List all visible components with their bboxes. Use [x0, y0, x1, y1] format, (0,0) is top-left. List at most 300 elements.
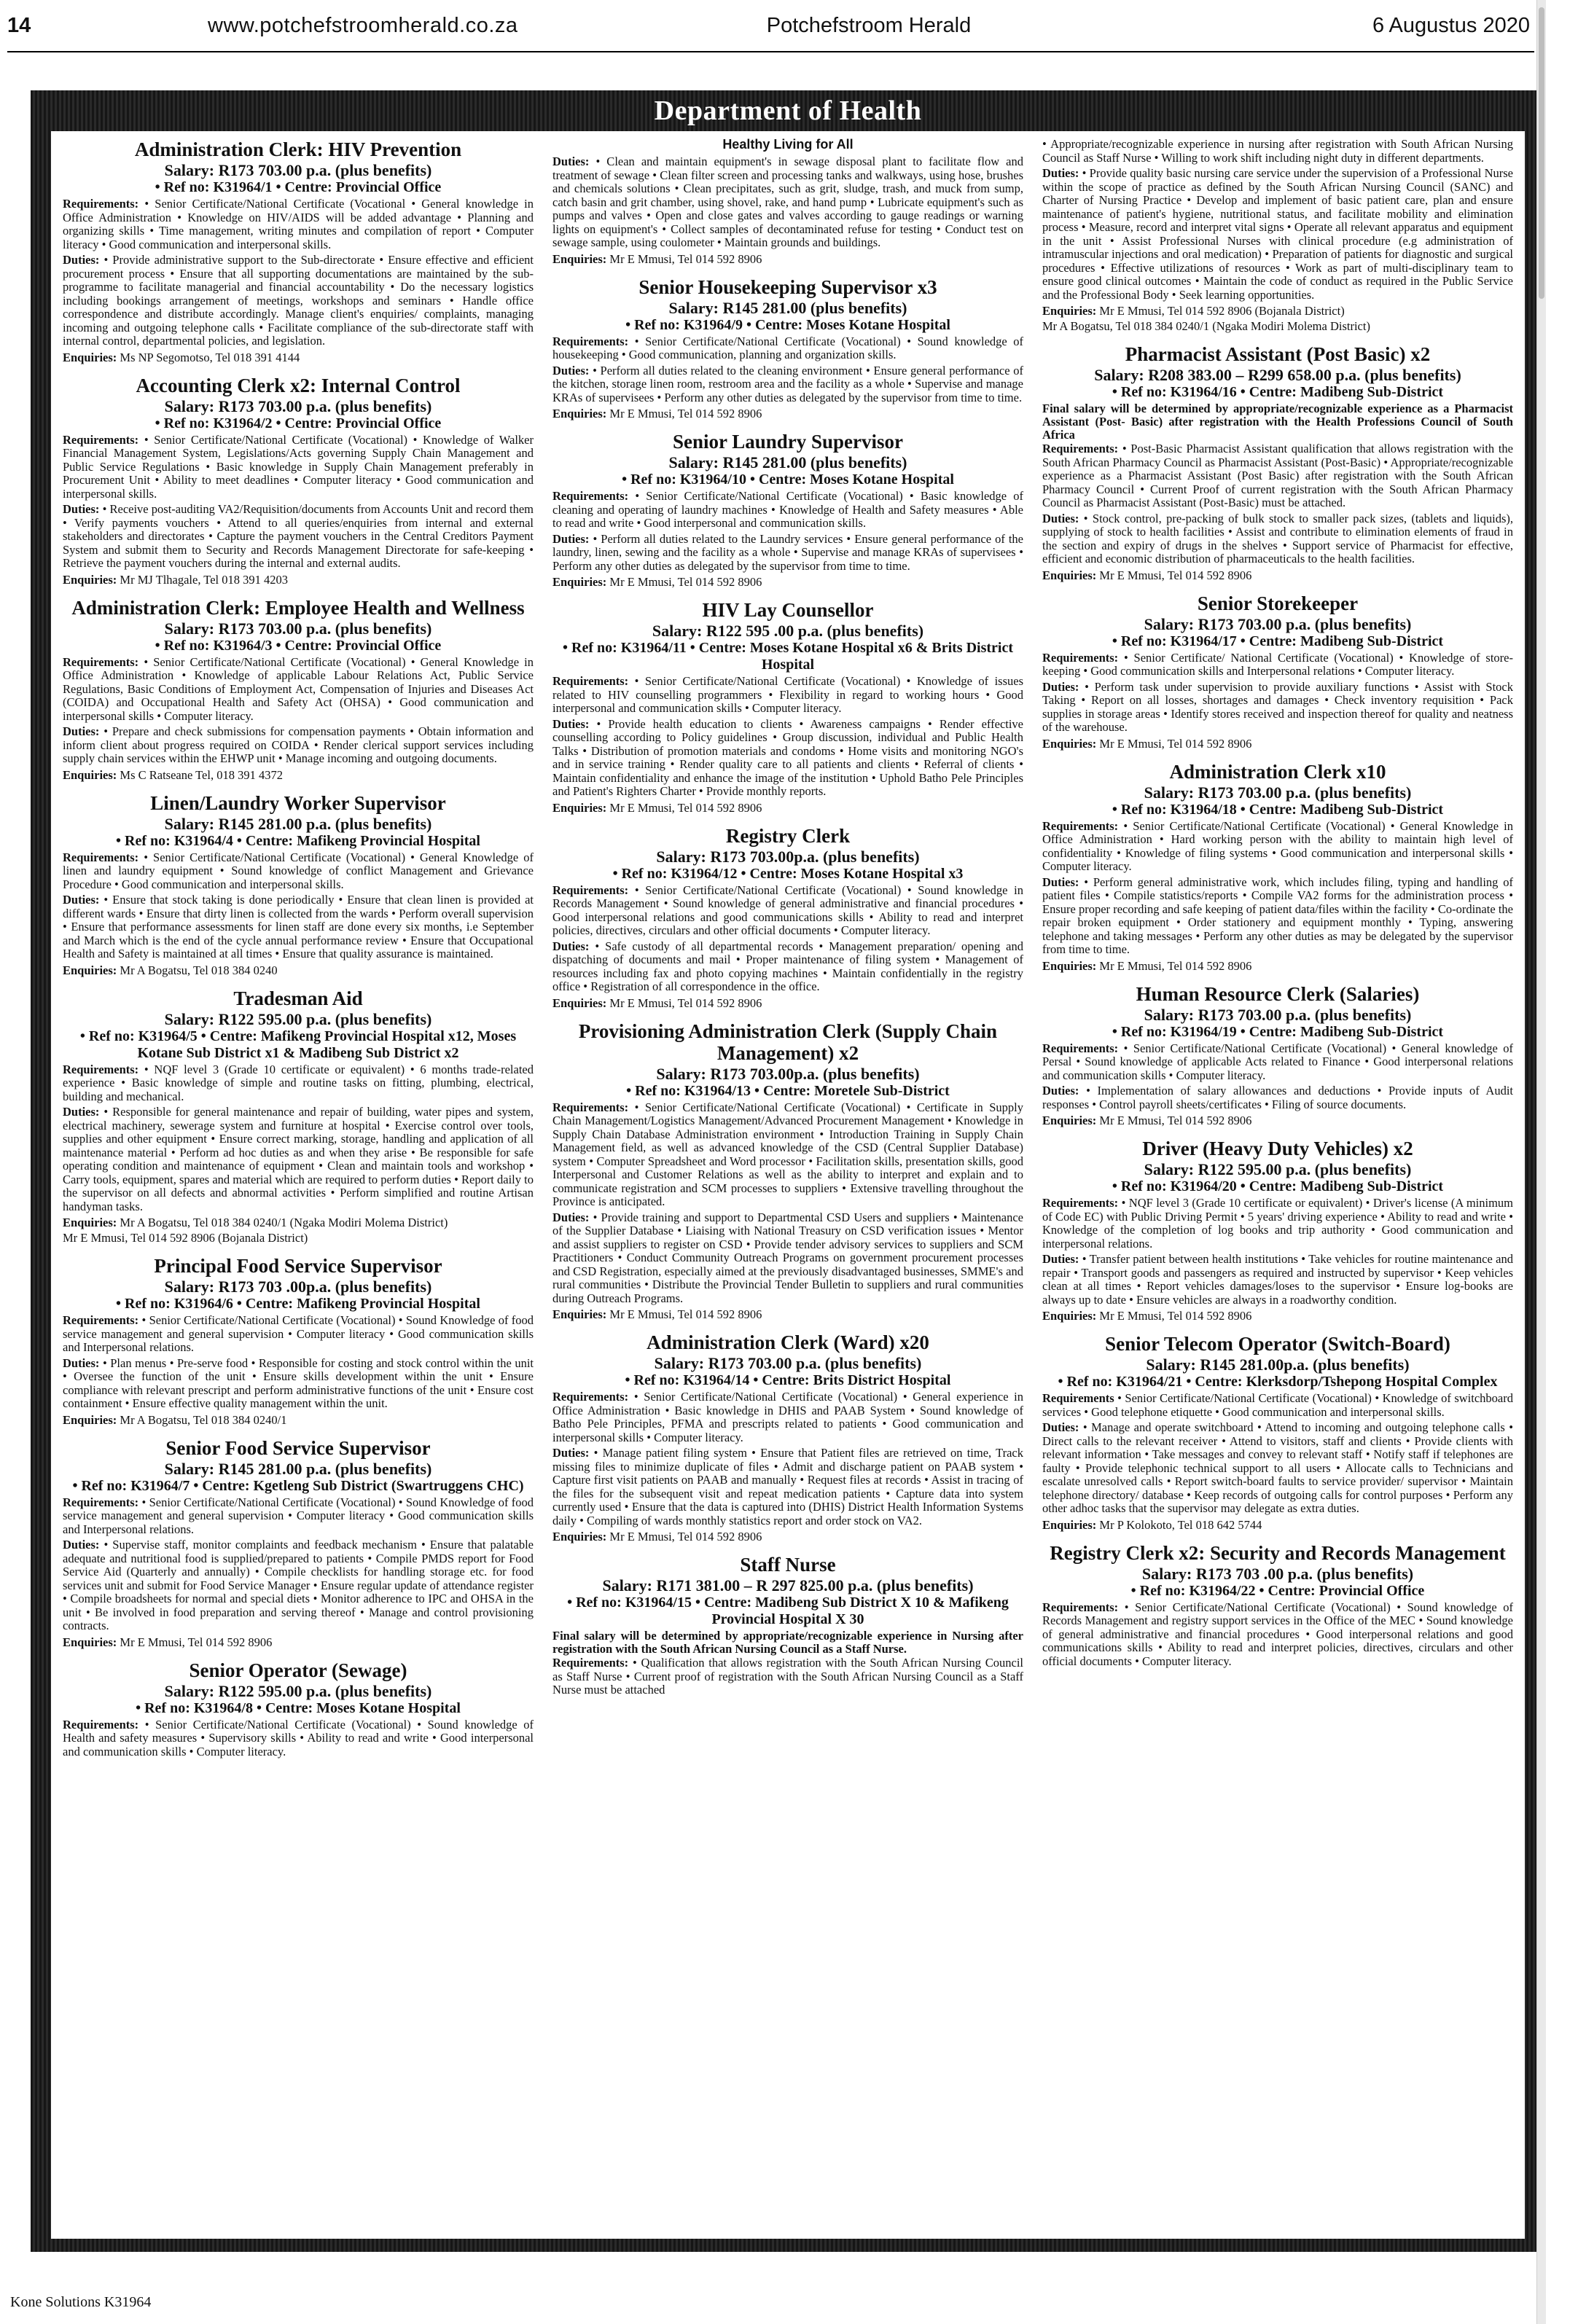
paragraph-text: • Perform general administrative work, which includes filing, typing and handling of patient files • Compile statistics/reports • Compile VA2 forms for the administration process • Ensure proper recording and safe keeping of patient data/files within the facility • Co-ordinate the repair broken equipment • Order stationery and equipment monthly • Typing, answering telephone and taking messages • Perform any other duties as may be delegated by the supervisor from time to time. [1042, 875, 1513, 956]
job-salary: Salary: R173 703.00p.a. (plus benefits) [656, 847, 920, 866]
enquiries-line [552, 407, 1023, 420]
job-paragraph [63, 851, 534, 892]
paragraph-text: • Senior Certificate/National Certificate (Vocational) • General knowledge of Persal • Sound knowledge of applicable Acts related to Finance • Good interpersonal relations and communication skills • Computer literacy. [1042, 1041, 1513, 1082]
job-listing-continued [1042, 138, 1513, 333]
paragraph-label: Requirements: [63, 432, 139, 447]
enquiries-label: Enquiries: [1042, 958, 1097, 973]
job-paragraph [552, 1101, 1023, 1209]
job-listing [63, 138, 534, 364]
job-listing [552, 276, 1023, 421]
job-paragraph [63, 656, 534, 724]
enquiries-contact: Mr E Mmusi, Tel 014 592 8906 [609, 995, 762, 1010]
paragraph-label: Duties: [63, 1538, 100, 1552]
enquiries-label: Enquiries: [63, 1216, 117, 1229]
job-title: Senior Storekeeper [1197, 592, 1359, 614]
paragraph-text: • Stock control, pre-packing of bulk stock to smaller pack sizes, (tablets and liquids), supplying of stock to health facilities • Assist and contribute to elimination elements of fraud in the section and expiry of drugs in the shelves • Support service of Pharmacist for effective, efficient and economic distribution of pharmaceuticals to the health facilities. [1042, 511, 1513, 566]
paragraph-label: Duties: [552, 363, 590, 377]
enquiries-contact: Ms NP Segomotso, Tel 018 391 4144 [120, 350, 300, 364]
issue-date: 6 Augustus 2020 [1372, 13, 1531, 37]
paragraph-label: Requirements: [552, 1656, 629, 1670]
job-salary: Salary: R173 703.00 p.a. (plus benefits) [1144, 783, 1412, 802]
enquiries-line [63, 1635, 534, 1649]
job-reference: • Ref no: K31964/13 • Centre: Moretele Sub-District [626, 1082, 950, 1099]
job-title: Registry Clerk x2: Security and Records Management [1050, 1541, 1506, 1564]
enquiries-line [552, 252, 1023, 266]
job-paragraph [1042, 820, 1513, 874]
job-salary: Salary: R173 703.00 p.a. (plus benefits) [164, 161, 432, 179]
newspaper-name: Potchefstroom Herald [766, 13, 972, 37]
job-salary: Salary: R122 595.00 p.a. (plus benefits) [164, 1681, 432, 1700]
enquiries-contact: Mr MJ Tlhagale, Tel 018 391 4203 [120, 572, 288, 587]
paragraph-label: Duties: [63, 724, 100, 738]
enquiries-label: Enquiries: [552, 407, 607, 420]
enquiries-label: Enquiries: [63, 963, 117, 977]
job-reference: • Ref no: K31964/15 • Centre: Madibeng Sub District X 10 & Mafikeng Provincial Hospital X 30 [567, 1595, 1009, 1627]
job-paragraph [1042, 876, 1513, 957]
paragraph-text: • Safe custody of all departmental records • Management preparation/ opening and dispatching of documents and mail • Proper maintenance of filing system • Management of resources including fax and photo copying machines • Maintain confidentially in the registry office • Registration of all correspondence in the office. [552, 939, 1023, 993]
paragraph-label: Requirements: [552, 883, 629, 897]
job-title: Administration Clerk (Ward) x20 [647, 1331, 929, 1353]
paragraph-text: • Implementation of salary allowances and deductions • Provide inputs of Audit responses • Control payroll sheets/certificates • Filing of source documents. [1042, 1084, 1513, 1111]
paragraph-text: • Senior Certificate/National Certificate (Vocational) • Sound knowledge of housekeeping • Good communication, planning and organization skills. [552, 334, 1023, 361]
enquiries-label: Enquiries: [63, 572, 117, 587]
job-paragraph [552, 940, 1023, 994]
enquiries-line [1042, 1114, 1513, 1127]
job-paragraph [552, 533, 1023, 574]
job-paragraph [1042, 1197, 1513, 1251]
enquiries-line [552, 1307, 1023, 1321]
enquiries-line [1042, 959, 1513, 973]
department-banner: Department of Health [654, 95, 922, 126]
enquiries-label: Enquiries: [1042, 736, 1097, 751]
job-title: HIV Lay Counsellor [702, 599, 874, 621]
paragraph-label: Duties: [63, 253, 100, 267]
paragraph-text: • Provide training and support to Departmental CSD Users and suppliers • Maintenance of the Supplier Database • Liaising with National Treasury on CSD verification issues • Mentor and assist suppliers to register on CSD • Provide tender advisory services to suppliers and SCM Practitioners • Conduct Community Outreach Programs on government procurement processes and CSD Registration, especially aimed at the previously disadvantaged businesses, SMME's and rural communities • Distribute the Provincial Tender Bulletin to suppliers and rural communities during Outreach Programs. [552, 1210, 1023, 1305]
enquiries-line [552, 801, 1023, 815]
masthead [7, 0, 1534, 52]
job-reference: • Ref no: K31964/11 • Centre: Moses Kotane Hospital x6 & Brits District Hospital [563, 640, 1013, 673]
paragraph-label: Requirements: [552, 334, 629, 348]
paragraph-label: Duties: [1042, 1420, 1079, 1434]
job-paragraph [63, 1106, 534, 1213]
job-reference: • Ref no: K31964/8 • Centre: Moses Kotane Hospital [136, 1699, 461, 1716]
paragraph-text: • Senior Certificate/National Certificate (Vocational) • Sound Knowledge of food service management and general supervision • Computer literacy • Good communication skills and Interpersonal relations. [63, 1495, 534, 1536]
job-listing [63, 375, 534, 587]
paragraph-label: Duties: [63, 1355, 100, 1370]
paragraph-text: • Senior Certificate/National Certificate (Vocational) • Sound knowledge of Health and safety measures • Supervisory skills • Ability to read and write • Good interpersonal and communication skills • Computer literacy. [63, 1717, 534, 1758]
paragraph-text: • Ensure that stock taking is done periodically • Ensure that clean linen is provided at different wards • Ensure that dirty linen is collected from the wards • Perform overall supervision • Ensure that performance assessments for linen staff are done every six months, i.e September and March which is the end of the cycle annual performance review • Ensure that Occupational Health and Safety is maintained at all times • Ensure that quality assurance is maintained. [63, 893, 534, 960]
enquiries-line [1042, 304, 1513, 318]
job-salary: Salary: R173 703.00 p.a. (plus benefits) [1144, 614, 1412, 633]
job-salary: Salary: R122 595.00 p.a. (plus benefits) [164, 1009, 432, 1028]
enquiries-line [63, 573, 534, 587]
paragraph-text: • Provide health education to clients • Awareness campaigns • Render effective counselling according to Policy guidelines • Group discussion, individual and Public Health Talks • Distribution of promotion materials and condoms • Home visits and monitoring NGO's and in service training • Render quality care to all patients and clients • Referral of clients • Maintain confidentiality and enhance the image of the institution • Uphold Batho Pele Principles and Patient's Righters Charter • Provide monthly reports. [552, 716, 1023, 798]
job-paragraph [1042, 138, 1513, 165]
job-paragraph [552, 490, 1023, 531]
job-paragraph [552, 718, 1023, 799]
job-reference: • Ref no: K31964/20 • Centre: Madibeng Sub-District [1112, 1178, 1444, 1194]
paragraph-label: Duties: [552, 531, 590, 546]
enquiries-line [63, 768, 534, 782]
job-title: Registry Clerk [725, 824, 851, 847]
job-reference: • Ref no: K31964/7 • Centre: Kgetleng Sub District (Swartruggens CHC) [72, 1477, 524, 1494]
job-reference: • Ref no: K31964/18 • Centre: Madibeng Sub-District [1112, 801, 1444, 818]
job-paragraph [1042, 1042, 1513, 1083]
enquiries-label: Enquiries: [552, 251, 607, 266]
paragraph-text: • Senior Certificate/National Certificate (Vocational) • Sound Knowledge of food service management and general supervision • Computer literacy • Good communication skills and Interpersonal relations. [63, 1313, 534, 1354]
job-paragraph [63, 1496, 534, 1537]
paragraph-text: • Provide administrative support to the Sub-directorate • Ensure effective and efficient procurement process • Ensure that all supporting documentations are maintained by the sub-programme to facilitate managerial and financial accountability • Do the necessary logistics including bookings arrangement of meetings, workshops and seminars • Handle office correspondence and distribute accordingly. Manage client's enquiries/ complaints, managing incoming and outgoing telephone calls • Facilitate compliance of the sub-directorate staff with internal control, departmental policies, and legislation. [63, 253, 534, 348]
enquiries-contact: Mr P Kolokoto, Tel 018 642 5744 [1099, 1517, 1262, 1532]
paragraph-text: • Senior Certificate/National Certificate (Vocational) • Knowledge of issues related to HIV counselling programmers • Flexibility in regard to working hours • Good interpersonal and communication skills • Computer literacy. [552, 674, 1023, 715]
paragraph-label: Duties: [552, 1446, 590, 1460]
paragraph-text: • Qualification that allows registration with the South African Nursing Council as Staff Nurse • Current proof of registration with the South African Nursing Council as a Staff Nurse must be attached [552, 1656, 1023, 1697]
paragraph-label: Requirements: [63, 1717, 139, 1732]
job-title: Tradesman Aid [233, 987, 363, 1009]
job-paragraph [1042, 681, 1513, 735]
enquiries-contact: Mr E Mmusi, Tel 014 592 8906 [120, 1635, 273, 1649]
enquiries-contact: Mr E Mmusi, Tel 014 592 8906 [609, 407, 762, 420]
paragraph-label: Requirements: [63, 1313, 139, 1327]
job-salary: Salary: R145 281.00 p.a. (plus benefits) [164, 814, 432, 833]
paragraph-label: Duties: [552, 939, 590, 953]
job-paragraph [63, 254, 534, 348]
paragraph-text: • Senior Certificate/National Certificate (Vocational) • General Knowledge in Office Administration • Hard working person with the ability to maintain high level of confidentiality • Knowledge of filing systems • Good communication and interpersonal skills • Computer literacy. [1042, 818, 1513, 873]
paragraph-label: Duties: [552, 1210, 590, 1224]
job-listing [1042, 1138, 1513, 1323]
paragraph-text: • Senior Certificate/National Certificate (Vocational) • Knowledge of Walker Financial Management System, Legislations/Acts governing Supply Chain Management and Public Service Regulations • Basic knowledge in Supply Chain Management preferably in Procurement Unit • Ability to meet deadlines • Computer literacy • Good communication and interpersonal skills. [63, 432, 534, 501]
enquiries-contact: Ms C Ratseane Tel, 018 391 4372 [120, 767, 283, 782]
paragraph-label: Duties: [1042, 875, 1079, 889]
job-paragraph [552, 1211, 1023, 1306]
tagline: Healthy Living for All [722, 137, 854, 152]
paragraph-label: Requirements: [552, 674, 629, 688]
job-listing [552, 1554, 1023, 1697]
enquiries-contact: Mr E Mmusi, Tel 014 592 8906 [609, 251, 762, 266]
job-salary: Salary: R145 281.00 (plus benefits) [668, 298, 907, 317]
enquiries-label: Enquiries: [63, 1412, 117, 1427]
enquiries-contact: Mr E Mmusi, Tel 014 592 8906 [1099, 736, 1252, 751]
enquiries-line [1042, 568, 1513, 582]
job-reference: • Ref no: K31964/14 • Centre: Brits District Hospital [625, 1372, 951, 1388]
job-salary: Salary: R173 703 .00 p.a. (plus benefits) [1141, 1564, 1414, 1583]
enquiries-line [63, 351, 534, 364]
job-title: Linen/Laundry Worker Supervisor [150, 791, 446, 814]
job-paragraph [1042, 1421, 1513, 1516]
job-paragraph [552, 675, 1023, 716]
job-listing [552, 825, 1023, 1010]
paragraph-text: • Manage patient filing system • Ensure that Patient files are retrieved on time, Track missing files to minimize duplicate of files • Admit and discharge patient on PAAB system • Capture first visit patients on PAAB and manually • Request files at records • Assist in tracing of the files for the subsequent visit and repeat medication patients • Capture data into system currently used • Ensure that the data is captured into (DHIS) District Health Information Systems daily • Compiling of wards monthly statistics report and order stock on VA2. [552, 1446, 1023, 1527]
job-title: Senior Housekeeping Supervisor x3 [638, 275, 937, 298]
paragraph-label: Duties: [63, 893, 100, 907]
job-reference: • Ref no: K31964/3 • Centre: Provincial Office [155, 637, 442, 654]
job-listing [63, 1255, 534, 1427]
paragraph-label: Requirements: [63, 1495, 139, 1509]
job-listing [552, 1020, 1023, 1322]
paragraph-label: Requirements: [1042, 1196, 1119, 1210]
job-title: Principal Food Service Supervisor [154, 1255, 442, 1277]
job-salary: Salary: R122 595 .00 p.a. (plus benefits) [652, 622, 924, 640]
paragraph-label: Requirements: [552, 1100, 629, 1114]
job-paragraph [63, 893, 534, 961]
paragraph-label: Requirements: [1042, 818, 1119, 833]
paragraph-label: Requirements: [1042, 442, 1119, 455]
job-paragraph [63, 1538, 534, 1633]
job-salary: Salary: R145 281.00 (plus benefits) [668, 453, 907, 472]
paragraph-label: Duties: [63, 1105, 100, 1119]
enquiries-label: Enquiries: [1042, 1517, 1097, 1532]
job-paragraph [63, 725, 534, 766]
paragraph-text: • Appropriate/recognizable experience in nursing after registration with South African Nursing Council as Staff Nurse • Willing to work shift including night duty in different departments. [1042, 137, 1513, 165]
column-2 [552, 137, 1023, 2233]
job-reference: • Ref no: K31964/22 • Centre: Provincial Office [1130, 1582, 1425, 1599]
enquiries-label: Enquiries: [1042, 568, 1097, 582]
enquiries-line [63, 1231, 534, 1245]
job-salary: Salary: R173 703.00 p.a. (plus benefits) [164, 396, 432, 415]
enquiries-contact: Mr A Bogatsu, Tel 018 384 0240/1 [120, 1412, 287, 1427]
enquiries-line [552, 575, 1023, 589]
paragraph-text: • Senior Certificate/ National Certificate (Vocational) • Knowledge of store-keeping • Good communication skills and Interpersonal relations • Computer literacy. [1042, 650, 1513, 678]
paragraph-label: Requirements [1042, 1391, 1114, 1405]
job-paragraph [552, 884, 1023, 938]
job-listing [63, 1437, 534, 1649]
enquiries-label: Enquiries: [1042, 304, 1097, 318]
job-paragraph [552, 335, 1023, 362]
scrollbar-thumb[interactable] [1539, 7, 1544, 299]
paragraph-label: Requirements: [63, 197, 139, 211]
job-salary: Salary: R122 595.00 p.a. (plus benefits) [1144, 1160, 1412, 1178]
paragraph-text: • Perform all duties related to the cleaning environment • Ensure general performance of the kitchen, storage linen room, restroom area and the facility as a whole • Supervise and manage KRAs of supervisees • Perform any other duties as delegated by the supervisor from time to time. [552, 363, 1023, 404]
paragraph-text: • Senior Certificate/National Certificate (Vocational) • Certificate in Supply Chain Management/Logistics Management/Advanced Procurement Management • Knowledge in Supply Chain Database Administration environment • Introduction Training in Supply Chain Management field, as well as advanced knowledge of the CSD (Central Supplier Database) system • Computer Spreadsheet and Word processor • Facilitation skills, presentation skills, good Interpersonal and Customer Relations as well as the ability to interpret and explain and to communicate registration and SCM processes to suppliers • Extensive travelling throughout the Province is anticipated. [552, 1100, 1023, 1208]
job-paragraph [552, 1447, 1023, 1527]
paragraph-text: • Senior Certificate/National Certificate (Vocational) • Sound knowledge of Records Management and registry support services in the Office of the MEC • Sound knowledge of general administrative and financial procedures • Good interpersonal relations and good communications skills • Ability to read and interpret policies, directives, circulars and other official documents • Computer literacy. [1042, 1600, 1513, 1668]
job-salary: Salary: R173 703.00 p.a. (plus benefits) [654, 1354, 922, 1372]
enquiries-contact: Mr E Mmusi, Tel 014 592 8906 [609, 1307, 762, 1321]
enquiries-label: Enquiries: [552, 1530, 607, 1544]
enquiries-label: Enquiries: [552, 995, 607, 1010]
job-reference: • Ref no: K31964/4 • Centre: Mafikeng Provincial Hospital [116, 832, 480, 849]
page-number: 14 [7, 13, 31, 37]
paragraph-label: Requirements: [552, 489, 629, 503]
job-paragraph [1042, 442, 1513, 510]
enquiries-contact: Mr E Mmusi, Tel 014 592 8906 [1099, 1114, 1252, 1127]
paragraph-label: Requirements: [552, 1390, 629, 1404]
job-listing [1042, 343, 1513, 582]
job-title: Senior Telecom Operator (Switch-Board) [1105, 1333, 1450, 1355]
paragraph-text: • Manage and operate switchboard • Attend to incoming and outgoing telephone calls • Direct calls to the relevant receiver • Attend to visitors, staff and clients • Provide clients with relevant information • Take messages and convey to relevant staff • Notify staff if telephones are faulty • Provide telephonic technical support to all users • Allocate calls to Technicians and escalate unresolved calls • Report switch-board faults to service provider/ supervisor • Maintain telephone directory/ database • Keep records of outgoing calls for control purposes • Perform any other adhoc tasks that the supervisor may delegate as extra duties. [1042, 1420, 1513, 1515]
job-paragraph [552, 155, 1023, 250]
enquiries-contact: Mr E Mmusi, Tel 014 592 8906 [1099, 568, 1252, 582]
job-reference: • Ref no: K31964/2 • Centre: Provincial Office [155, 415, 442, 431]
job-paragraph [552, 1390, 1023, 1444]
job-reference: • Ref no: K31964/9 • Centre: Moses Kotane Hospital [625, 316, 950, 333]
paragraph-text: • Senior Certificate/National Certificate (Vocational) • General Knowledge in Office Administration • Knowledge of applicable Labour Relations Act, Public Service Regulations, Basic Conditions of Employment Act, Compensation of Injuries and Diseases Act (COIDA) and Occupational Health and Safety Act (OHSA) • Good communication and interpersonal skills • Computer literacy. [63, 654, 534, 723]
job-paragraph [1042, 1084, 1513, 1111]
enquiries-contact: Mr E Mmusi, Tel 014 592 8906 [609, 800, 762, 815]
enquiries-label: Enquiries: [1042, 1114, 1097, 1127]
job-paragraph [1042, 1392, 1513, 1419]
job-title: Senior Operator (Sewage) [189, 1659, 407, 1681]
job-reference: • Ref no: K31964/10 • Centre: Moses Kotane Hospital [622, 472, 954, 488]
salary-note: Final salary will be determined by appropriate/recognizable experience as a Pharmacist Assistant (Post- Basic) after registration with the Health Professions Council of South Africa [1042, 402, 1513, 442]
job-paragraph [63, 434, 534, 501]
paragraph-label: Duties: [1042, 679, 1079, 694]
paragraph-label: Duties: [552, 154, 590, 168]
enquiries-contact: Mr E Mmusi, Tel 014 592 8906 [1099, 1309, 1252, 1323]
paragraph-text: • NQF level 3 (Grade 10 certificate or equivalent) • 6 months trade-related experience • Basic knowledge of simple and routine tasks on fitting, plumbing, electrical, building and mechanical. [63, 1062, 534, 1103]
job-reference: • Ref no: K31964/16 • Centre: Madibeng Sub-District [1112, 384, 1444, 400]
job-salary: Salary: R173 703 .00p.a. (plus benefits) [164, 1278, 432, 1296]
enquiries-line [1042, 737, 1513, 751]
enquiries-label: Enquiries: [552, 575, 607, 589]
site-url[interactable]: www.potchefstroomherald.co.za [208, 13, 518, 37]
job-paragraph [63, 503, 534, 571]
job-reference: • Ref no: K31964/1 • Centre: Provincial Office [155, 179, 442, 195]
paragraph-label: Duties: [63, 502, 100, 516]
enquiries-line [1042, 1309, 1513, 1323]
enquiries-label: Enquiries: [1042, 1309, 1097, 1323]
paragraph-text: • Senior Certificate/National Certificate (Vocational) • General experience in Office Administration • Basic knowledge in DHIS and PAAB System • Sound knowledge of Batho Pele Principles, PFMA and prescripts related to patients • Good communication and interpersonal skills • Computer literacy. [552, 1390, 1023, 1444]
job-paragraph [1042, 652, 1513, 678]
job-paragraph [63, 1314, 534, 1355]
paragraph-text: • Post-Basic Pharmacist Assistant qualification that allows registration with the South African Pharmacy Council as Pharmacist Assistant (Post-Basic) • Appropriate/recognizable experience as a Pharmacist Assistant (Post Basic) after registration with the South African Pharmacy Council • Current Proof of current registration with the South African Pharmacy Council as Pharmacist Assistant (Post-Basic) must be attached. [1042, 442, 1513, 509]
enquiries-line [552, 1530, 1023, 1544]
paragraph-label: Duties: [1042, 511, 1079, 525]
job-title: Accounting Clerk x2: Internal Control [136, 374, 461, 396]
job-salary: Salary: R173 703.00 p.a. (plus benefits) [1144, 1005, 1412, 1024]
paragraph-label: Requirements: [1042, 1600, 1119, 1614]
job-paragraph [63, 197, 534, 251]
job-title: Provisioning Administration Clerk (Supply Chain Management) x2 [578, 1020, 998, 1064]
job-listing [63, 1659, 534, 1759]
enquiries-line [63, 1216, 534, 1229]
job-paragraph [1042, 1601, 1513, 1669]
column-1 [63, 137, 534, 2233]
job-listing-continued [552, 155, 1023, 266]
paragraph-label: Requirements: [1042, 1041, 1119, 1055]
paragraph-label: Duties: [1042, 1084, 1079, 1098]
enquiries-line [63, 963, 534, 977]
advert-frame [31, 90, 1545, 2252]
enquiries-line [1042, 1518, 1513, 1532]
enquiries-label: Enquiries: [63, 767, 117, 782]
job-reference: • Ref no: K31964/6 • Centre: Mafikeng Provincial Hospital [116, 1296, 480, 1312]
enquiries-contact: Mr E Mmusi, Tel 014 592 8906 [1099, 958, 1252, 973]
paragraph-label: Requirements: [63, 850, 139, 864]
salary-note: Final salary will be determined by appropriate/recognizable experience in Nursing after registration with the South African Nursing Council as a Staff Nurse. [552, 1629, 1023, 1656]
column-3 [1042, 137, 1513, 2233]
paragraph-text: • Perform task under supervision to provide auxiliary functions • Assist with Stock Taking • Report on all losses, shortages and damages • Check inventory requisition • Pack supplies in storage areas • Identify stores received and inspection thereof for quality and neatness of the warehouse. [1042, 679, 1513, 734]
job-listing [552, 599, 1023, 815]
paragraph-label: Requirements: [1042, 650, 1119, 665]
paragraph-text: • Transfer patient between health institutions • Take vehicles for routine maintenance and repair • Transport goods and passengers as required and instructed by supervisor • Keep vehicles clean at all times • Report vehicles damages/loses to the supervisor • Ensure log-books are always up to date • Ensure vehicles are always in a roadworthy condition. [1042, 1252, 1513, 1307]
job-listing [1042, 1542, 1513, 1669]
job-salary: Salary: R145 281.00 p.a. (plus benefits) [164, 1459, 432, 1478]
job-listing [63, 597, 534, 782]
job-title: Administration Clerk: HIV Prevention [134, 138, 462, 160]
job-paragraph [552, 364, 1023, 405]
paragraph-label: Requirements: [63, 654, 139, 669]
enquiries-line [63, 1413, 534, 1427]
job-reference: • Ref no: K31964/21 • Centre: Klerksdorp/Tshepong Hospital Complex [1058, 1374, 1498, 1390]
job-title: Human Resource Clerk (Salaries) [1136, 982, 1420, 1005]
job-reference: • Ref no: K31964/17 • Centre: Madibeng Sub-District [1112, 633, 1444, 649]
paragraph-text: • Provide quality basic nursing care service under the supervision of a Professional Nurse within the scope of practice as defined by the South African Nursing Council (SANC) and Charter of Nursing Practice • Develop and implement of basic patient care, plan and ensure maintenance of patient's hygiene, nutritional status, and facilitate mobility and elimination process • Measure, record and interpret vital signs • Operate all relevant apparatus and equipment in the unit • Assist Professional Nurses with clinical procedure (e.g administration of intramuscular injections and oral medication) • Preparation of patients for diagnostic and surgical procedures • Effective utilizations of resources • Work as part of multi-disciplinary team to ensure good clinical outcomes • Maintain the code of conduct as required in the Public Service and the Professional Body • Seek learning opportunities. [1042, 166, 1513, 302]
job-listing [1042, 592, 1513, 751]
vacancies-panel [51, 131, 1525, 2239]
job-title: Administration Clerk: Employee Health and Wellness [71, 596, 525, 619]
job-reference: • Ref no: K31964/19 • Centre: Madibeng Sub-District [1112, 1023, 1444, 1040]
enquiries-label: Enquiries: [63, 350, 117, 364]
job-paragraph [1042, 512, 1513, 566]
job-listing [63, 987, 534, 1245]
paragraph-text: • Senior Certificate/National Certificate (Vocational) • Sound knowledge in Records Management • Sound knowledge of general administrative and financial procedures • Good interpersonal relations and good communications skills • Ability to read and interpret policies, directives, circulars and other official documents • Computer literacy. [552, 883, 1023, 937]
enquiries-line [1042, 319, 1513, 333]
enquiries-line [552, 996, 1023, 1010]
job-listing [1042, 1333, 1513, 1532]
paragraph-label: Duties: [552, 716, 590, 731]
paragraph-text: • Perform all duties related to the Laundry services • Ensure general performance of the laundry, linen, sewing and the facility as a whole • Supervise and manage KRAs of supervisees • Perform any other duties as delegated by the supervisor from time to time. [552, 531, 1023, 573]
enquiries-contact: Mr E Mmusi, Tel 014 592 8906 [609, 575, 762, 589]
job-title: Pharmacist Assistant (Post Basic) x2 [1125, 343, 1431, 365]
job-title: Senior Food Service Supervisor [165, 1436, 431, 1459]
job-salary: Salary: R173 703.00p.a. (plus benefits) [656, 1064, 920, 1083]
job-listing [1042, 983, 1513, 1128]
job-salary: Salary: R145 281.00p.a. (plus benefits) [1146, 1355, 1410, 1374]
enquiries-contact: Mr E Mmusi, Tel 014 592 8906 [609, 1530, 762, 1544]
paragraph-text: • Supervise staff, monitor complaints and feedback mechanism • Ensure that palatable adequate and nutritional food is supplied/prepared to patients • Compile PMDS report for Food Service Aid (Quarterly and annually) • Compile checklists for handling storage etc. for food services unit and submit for Food Service Manager • Ensure regular update of attendance register • Compile broadsheets for normal and special diets • Monitor adherence to IPC and OHSA in the unit • Be involved in food preparation and serving thereof • Manage and control provisioning contracts. [63, 1538, 534, 1632]
paragraph-text: • Clean and maintain equipment's in sewage disposal plant to facilitate flow and treatment of sewage • Clean filter screen and processing tanks and walkways, using hose, brushes and chemicals solutions • Clean precipitates, such as grit, sludge, trash, and muck from sump, catch basin and grit chamber, using shovel, rake, and hand pump • Lubricate equipment's such as pumps and valves • Open and close gates and valves according to gauge readings or warning lights on equipment's • Collect samples of decontaminated refuse for testing • Conduct test on sewage sample, using coulometer • Maintain grounds and buildings. [552, 154, 1023, 249]
paragraph-text: • Plan menus • Pre-serve food • Responsible for costing and stock control within the unit • Oversee the function of the unit • Ensure skills development within the unit • Ensure compliance with relevant prescript and perform administrative functions of the unit • Ensure cost containment • Ensure effective quality management within the unit. [63, 1355, 534, 1410]
job-paragraph [63, 1063, 534, 1104]
job-salary: Salary: R208 383.00 – R299 658.00 p.a. (plus benefits) [1094, 366, 1461, 384]
job-listing [552, 431, 1023, 589]
paragraph-text: • Senior Certificate/National Certificate (Vocational) • General Knowledge of linen and laundry equipment • Sound knowledge of conflict Management and Grievance Procedure • Good communication and interpersonal skills. [63, 850, 534, 891]
paragraph-label: Requirements: [63, 1062, 139, 1076]
enquiries-contact: Mr E Mmusi, Tel 014 592 8906 (Bojanala District) [1099, 304, 1345, 318]
scrollbar[interactable] [1536, 0, 1546, 2324]
job-paragraph [552, 1656, 1023, 1697]
job-listing [552, 1331, 1023, 1544]
enquiries-contact: Mr A Bogatsu, Tel 018 384 0240 [120, 963, 278, 977]
job-title: Senior Laundry Supervisor [672, 431, 904, 453]
paragraph-text: • Senior Certificate/National Certificate (Vocational) • Basic knowledge of cleaning and operating of laundry machines • Knowledge of Health and Safety measures • Able to read and write • Good interpersonal and communication skills. [552, 489, 1023, 530]
paragraph-text: • Responsible for general maintenance and repair of building, water pipes and system, electrical machinery, sewerage system and furniture at hospital • Exercise control over tools, supplies and other equipment • Ensure correct marking, storage, handling and application of all maintenance material • Perform ad hoc duties as and when they arise • Be responsible for safe operating condition and maintenance of equipment • Clean and maintain tools and workshop • Carry tools, equipment, spares and material which are required to perform duties • Report daily to the supervisor on all defects and abnormal activities • Perform simplified and routine Artisan handyman tasks. [63, 1105, 534, 1213]
paragraph-text: • Prepare and check submissions for compensation payments • Obtain information and inform client about progress required on COIDA • Render clerical support services including supply chain services within the EHWP unit • Manage incoming and outgoing documents. [63, 724, 534, 765]
paragraph-label: Duties: [1042, 166, 1079, 180]
job-salary: Salary: R173 703.00 p.a. (plus benefits) [164, 619, 432, 638]
job-listing [1042, 761, 1513, 973]
job-title: Driver (Heavy Duty Vehicles) x2 [1142, 1138, 1413, 1159]
enquiries-label: Enquiries: [63, 1635, 117, 1649]
enquiries-contact: Mr A Bogatsu, Tel 018 384 0240/1 (Ngaka Modiri Molema District) [1042, 319, 1370, 333]
job-reference: • Ref no: K31964/5 • Centre: Mafikeng Provincial Hospital x12, Moses Kotane Sub District x1 & Madibeng Sub District x2 [79, 1028, 517, 1061]
paragraph-text: • Senior Certificate/National Certificate (Vocational) • Knowledge of switchboard services • Good telephone etiquette • Good communication and interpersonal skills. [1042, 1391, 1513, 1419]
paragraph-text: • Senior Certificate/National Certificate (Vocational • General knowledge in Office Administration • Knowledge on HIV/AIDS will be added advantage • Planning and organizing skills • Time management, writing minutes and compilation of report • Computer literacy • Good communication and interpersonal skills. [63, 197, 534, 251]
job-reference: • Ref no: K31964/12 • Centre: Moses Kotane Hospital x3 [612, 865, 964, 882]
paragraph-text: • NQF level 3 (Grade 10 certificate or equivalent) • Driver's license (A minimum of Code EC) with Public Driving Permit • 5 years' driving experience • Ability to read and write • Knowledge of the completion of log books and trip authority • Good communication and interpersonal relations. [1042, 1196, 1513, 1251]
job-salary: Salary: R171 381.00 – R 297 825.00 p.a. (plus benefits) [602, 1576, 974, 1595]
job-paragraph [63, 1357, 534, 1411]
enquiries-contact: Mr E Mmusi, Tel 014 592 8906 (Bojanala District) [63, 1231, 308, 1245]
job-paragraph [1042, 1253, 1513, 1307]
enquiries-contact: Mr A Bogatsu, Tel 018 384 0240/1 (Ngaka Modiri Molema District) [120, 1216, 448, 1229]
enquiries-label: Enquiries: [552, 800, 607, 815]
enquiries-label: Enquiries: [552, 1307, 607, 1321]
paragraph-text: • Receive post-auditing VA2/Requisition/documents from Accounts Unit and record them • Verify payments vouchers • Attend to all queries/enquiries from internal and external stakeholders and directorates • Capture the payment vouchers in the Central Creditors Payment System and submit them to Security and Records Management Directorate for safe-keeping • Retrieve the payment vouchers during the internal and external audits. [63, 502, 534, 570]
job-paragraph [63, 1718, 534, 1759]
job-title: Staff Nurse [740, 1554, 836, 1576]
